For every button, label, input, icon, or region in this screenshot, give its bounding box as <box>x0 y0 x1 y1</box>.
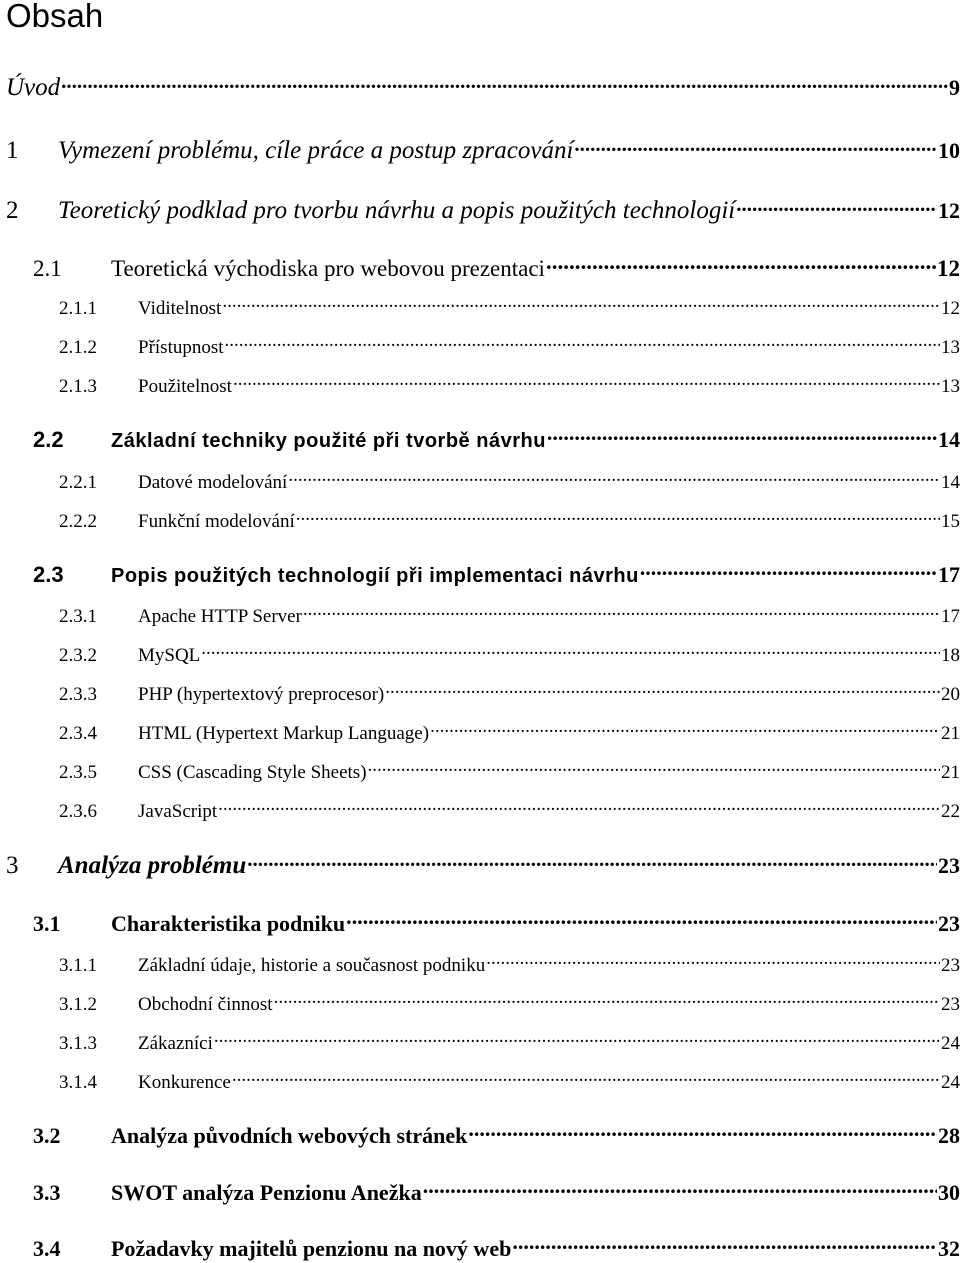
toc-leader <box>346 909 937 931</box>
toc-entry-label: Obchodní činnost <box>138 994 273 1015</box>
toc-leader <box>247 848 937 873</box>
toc-page-number: 12 <box>938 198 960 223</box>
toc-leader <box>201 642 940 661</box>
toc-leader <box>640 560 937 582</box>
toc-entry-subsection-2-3-5[interactable] <box>59 759 960 784</box>
toc-page-number: 18 <box>941 645 960 666</box>
toc-entry-label: Teoretická východiska pro webovou prezentaci <box>111 256 545 281</box>
toc-entry-label: Použitelnost <box>138 376 232 397</box>
toc-leader <box>512 1234 937 1256</box>
toc-entry-section-2-3[interactable] <box>33 560 960 588</box>
toc-entry-number: 3.3 <box>33 1180 61 1205</box>
toc-page-number: 28 <box>938 1123 960 1148</box>
toc-entry-number: 2.3.1 <box>59 606 97 627</box>
toc-entry-number: 3.1.4 <box>59 1072 97 1093</box>
toc-page-number: 21 <box>941 723 960 744</box>
toc-leader <box>222 295 940 314</box>
toc-page-number: 24 <box>941 1033 960 1054</box>
toc-entry-intro[interactable] <box>6 70 960 102</box>
toc-page-number: 17 <box>938 562 960 587</box>
toc-entry-label: HTML (Hypertext Markup Language) <box>138 723 430 744</box>
toc-entry-label: Úvod <box>6 74 61 101</box>
toc-entry-chapter-1[interactable] <box>6 133 960 165</box>
toc-page-number: 23 <box>941 955 960 976</box>
toc-entry-label: Analýza problému <box>58 852 247 879</box>
toc-entry-number: 1 <box>6 137 19 164</box>
toc-leader <box>214 1030 940 1049</box>
toc-entry-subsection-2-3-2[interactable] <box>59 642 960 667</box>
toc-entry-number: 3.1.2 <box>59 994 97 1015</box>
toc-entry-section-3-2[interactable] <box>33 1121 960 1149</box>
toc-page-number: 22 <box>941 801 960 822</box>
toc-page-number: 24 <box>941 1072 960 1093</box>
toc-page-number: 32 <box>938 1236 960 1261</box>
toc-leader <box>574 133 937 158</box>
toc-entry-label: Funkční modelování <box>138 511 295 532</box>
toc-entry-number: 3.2 <box>33 1123 61 1148</box>
toc-leader <box>218 798 940 817</box>
toc-entry-number: 2.1 <box>33 256 62 281</box>
toc-entry-number: 2.3.2 <box>59 645 97 666</box>
toc-entry-label: Požadavky majitelů penzionu na nový web <box>111 1236 512 1261</box>
toc-entry-number: 3 <box>6 852 19 879</box>
toc-page-number: 30 <box>938 1180 960 1205</box>
toc-entry-number: 2.2 <box>33 427 64 452</box>
toc-leader <box>546 253 936 276</box>
page-title: Obsah <box>6 0 104 34</box>
toc-entry-subsection-2-3-1[interactable] <box>59 603 960 628</box>
toc-entry-number: 2.2.2 <box>59 511 97 532</box>
toc-entry-label: Vymezení problému, cíle práce a postup zpracování <box>58 137 574 164</box>
toc-entry-label: Konkurence <box>138 1072 231 1093</box>
toc-entry-label: PHP (hypertextový preprocesor) <box>138 684 385 705</box>
toc-leader <box>736 193 937 218</box>
toc-entry-label: JavaScript <box>138 801 218 822</box>
toc-entry-number: 2.3.4 <box>59 723 97 744</box>
toc-page-number: 17 <box>941 606 960 627</box>
toc-leader <box>486 952 940 971</box>
toc-page-number: 12 <box>937 256 960 281</box>
toc-entry-section-3-4[interactable] <box>33 1234 960 1262</box>
toc-entry-label: SWOT analýza Penzionu Anežka <box>111 1180 422 1205</box>
toc-entry-label: MySQL <box>138 645 201 666</box>
toc-entry-label: Popis použitých technologií při implementaci návrhu <box>111 565 639 587</box>
toc-entry-number: 2.1.3 <box>59 376 97 397</box>
toc-leader <box>303 603 940 622</box>
toc-page-number: 23 <box>938 911 960 936</box>
toc-entry-subsection-2-2-1[interactable] <box>59 469 960 494</box>
toc-entry-chapter-3[interactable] <box>6 848 960 880</box>
toc-entry-subsection-3-1-2[interactable] <box>59 991 960 1016</box>
toc-entry-number: 2.1.2 <box>59 337 97 358</box>
toc-entry-label: Datové modelování <box>138 472 288 493</box>
toc-page-number: 13 <box>941 337 960 358</box>
toc-leader <box>423 1178 937 1200</box>
toc-page-number: 12 <box>941 298 960 319</box>
toc-entry-subsection-2-2-2[interactable] <box>59 508 960 533</box>
toc-entry-label: Apache HTTP Server <box>138 606 302 627</box>
toc-entry-label: Zákazníci <box>138 1033 213 1054</box>
toc-entry-subsection-2-1-3[interactable] <box>59 373 960 398</box>
toc-entry-number: 2.2.1 <box>59 472 97 493</box>
toc-page-number: 14 <box>941 472 960 493</box>
toc-leader <box>225 334 940 353</box>
toc-entry-section-3-3[interactable] <box>33 1178 960 1206</box>
toc-leader <box>232 1069 940 1088</box>
toc-entry-label: Charakteristika podniku <box>111 911 346 936</box>
toc-entry-subsection-2-3-6[interactable] <box>59 798 960 823</box>
toc-entry-label: Teoretický podklad pro tvorbu návrhu a popis použitých technologií <box>58 197 736 224</box>
toc-entry-subsection-2-3-4[interactable] <box>59 720 960 745</box>
toc-page-number: 10 <box>938 138 960 163</box>
toc-page-number: 14 <box>938 427 960 452</box>
toc-entry-section-3-1[interactable] <box>33 909 960 937</box>
toc-entry-subsection-2-1-1[interactable] <box>59 295 960 320</box>
toc-entry-number: 3.1.3 <box>59 1033 97 1054</box>
toc-leader <box>430 720 940 739</box>
toc-entry-chapter-2[interactable] <box>6 193 960 225</box>
toc-leader <box>296 508 940 527</box>
toc-leader <box>288 469 940 488</box>
toc-page-number: 9 <box>949 75 960 100</box>
toc-entry-number: 2 <box>6 197 19 224</box>
toc-entry-number: 2.3 <box>33 562 64 587</box>
toc-entry-subsection-2-1-2[interactable] <box>59 334 960 359</box>
toc-page-number: 23 <box>941 994 960 1015</box>
toc-entry-label: Základní údaje, historie a současnost podniku <box>138 955 486 976</box>
toc-entry-number: 2.3.5 <box>59 762 97 783</box>
toc-entry-label: Základní techniky použité při tvorbě návrhu <box>111 430 546 452</box>
toc-entry-number: 3.1 <box>33 911 61 936</box>
toc-leader <box>468 1121 937 1143</box>
toc-page-number: 23 <box>938 853 960 878</box>
toc-entry-section-2-1[interactable] <box>33 253 960 282</box>
toc-entry-section-2-2[interactable] <box>33 425 960 453</box>
toc-entry-subsection-3-1-3[interactable] <box>59 1030 960 1055</box>
toc-page-number: 15 <box>941 511 960 532</box>
toc-entry-number: 3.1.1 <box>59 955 97 976</box>
toc-entry-label: Analýza původních webových stránek <box>111 1123 468 1148</box>
toc-entry-number: 2.3.6 <box>59 801 97 822</box>
toc-entry-subsection-3-1-4[interactable] <box>59 1069 960 1094</box>
toc-entry-label: Přístupnost <box>138 337 224 358</box>
toc-leader <box>274 991 940 1010</box>
toc-leader <box>61 70 948 95</box>
toc-entry-number: 2.1.1 <box>59 298 97 319</box>
toc-leader <box>233 373 940 392</box>
toc-page-number: 21 <box>941 762 960 783</box>
toc-entry-label: Viditelnost <box>138 298 222 319</box>
toc-entry-subsection-3-1-1[interactable] <box>59 952 960 977</box>
toc-leader <box>385 681 940 700</box>
toc-page-number: 13 <box>941 376 960 397</box>
toc-leader <box>547 425 937 447</box>
toc-leader <box>368 759 940 778</box>
toc-entry-label: CSS (Cascading Style Sheets) <box>138 762 367 783</box>
toc-entry-subsection-2-3-3[interactable] <box>59 681 960 706</box>
toc-entry-number: 3.4 <box>33 1236 61 1261</box>
toc-page-number: 20 <box>941 684 960 705</box>
toc-entry-number: 2.3.3 <box>59 684 97 705</box>
